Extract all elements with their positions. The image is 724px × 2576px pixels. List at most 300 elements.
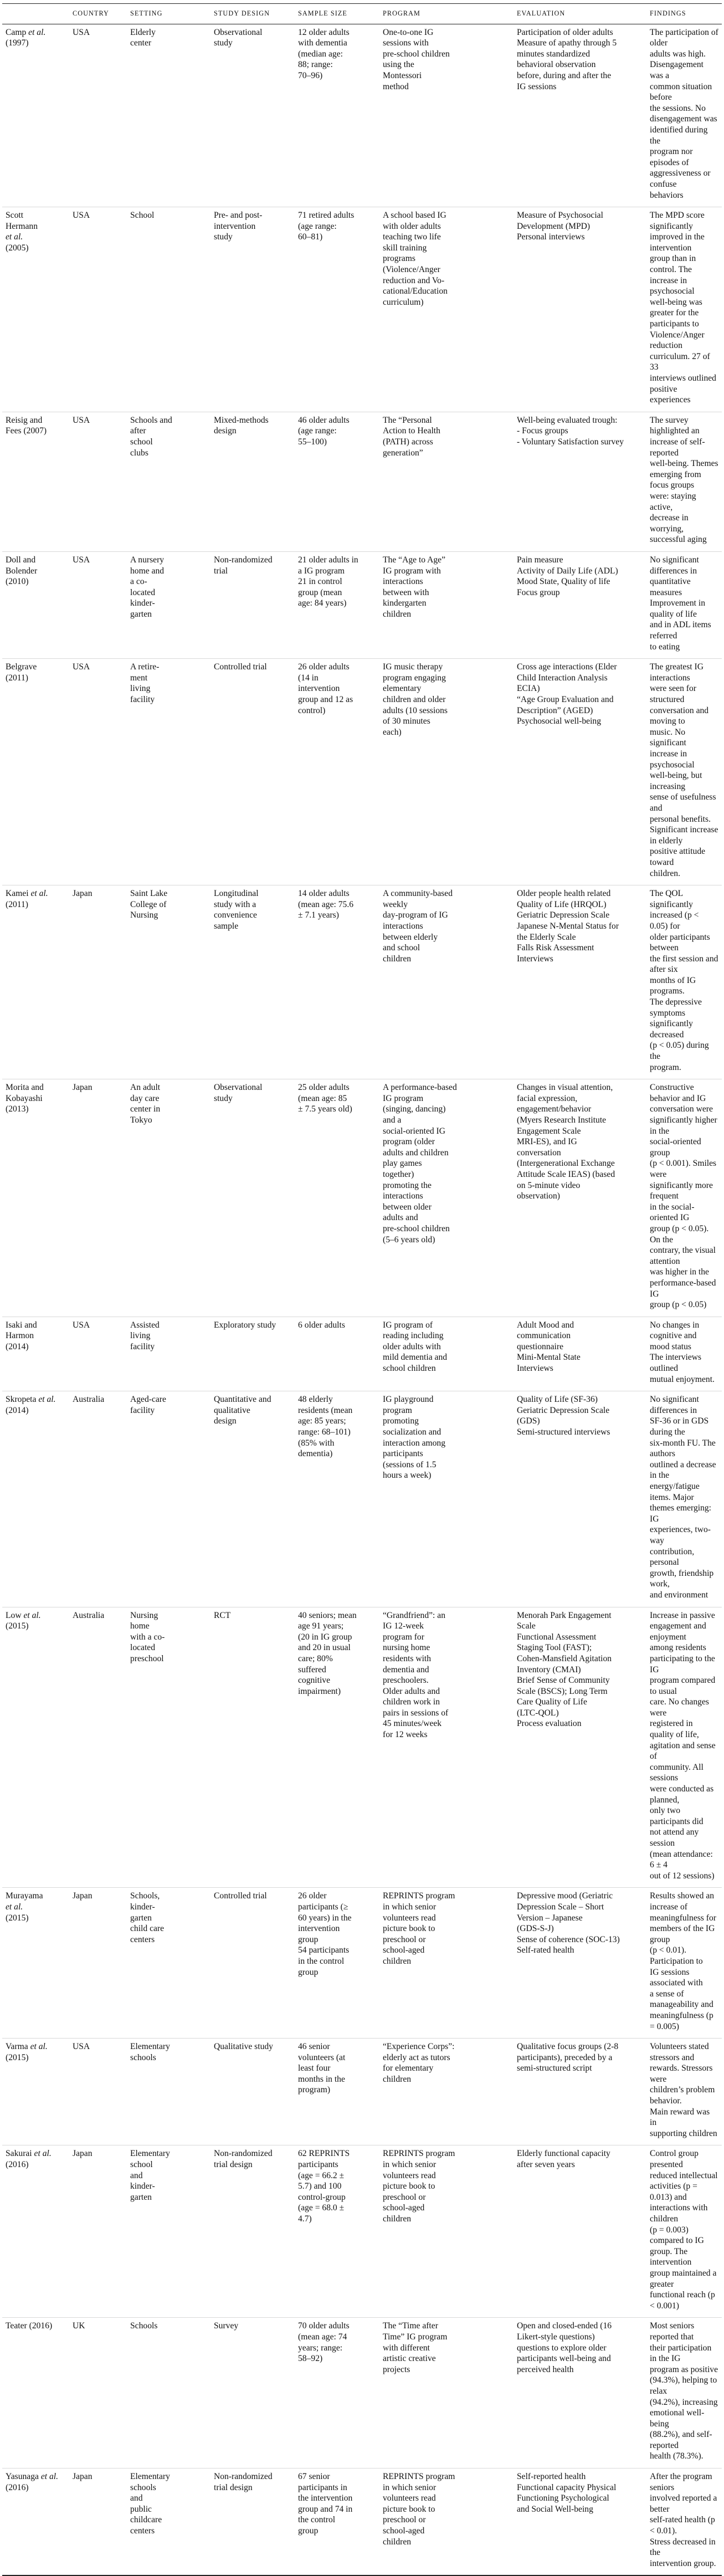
cell-line: group (mean <box>298 587 342 597</box>
author-et-al: et al. <box>30 889 48 899</box>
author-et-al: et al. <box>23 1610 41 1620</box>
cell-line: adults (10 sessions <box>383 705 448 715</box>
cell-line: community. All sessions <box>650 1762 704 1783</box>
cell-findings <box>646 2318 722 2469</box>
cell-line: decrease in worrying, <box>650 513 689 534</box>
cell-line: 21 older adults in <box>298 555 358 565</box>
cell-line: program (older <box>383 1137 435 1147</box>
author-name-part: (2011) <box>6 899 28 909</box>
cell-line: socialization and <box>383 1427 441 1437</box>
cell-line: increase in psychosocial <box>650 749 695 770</box>
cell-study-design <box>210 2145 295 2318</box>
cell-line: day care <box>130 1093 160 1103</box>
cell-line: Functional Assessment <box>517 1632 597 1642</box>
author-name-part: (2015) <box>6 1621 29 1631</box>
table-row <box>2 2318 722 2469</box>
cell-line: growth, friendship work, <box>650 1568 714 1589</box>
cell-evaluation <box>514 24 646 207</box>
cell-author <box>2 1079 69 1317</box>
cell-line: least four <box>298 2063 331 2073</box>
cell-line: reduced intellectual <box>650 2170 718 2180</box>
cell-findings <box>646 2469 722 2576</box>
cell-line: increase in psychosocial <box>650 275 695 296</box>
cell-line: impairment) <box>298 1686 341 1696</box>
cell-line: Interviews <box>517 1364 553 1374</box>
cell-line: residents (mean <box>298 1405 353 1415</box>
cell-setting <box>127 2469 210 2576</box>
cell-line: Cross age interactions (Elder <box>517 662 617 672</box>
cell-line: Non-randomized <box>214 2472 273 2482</box>
cell-line: group (p < 0.05) <box>650 1300 707 1310</box>
cell-line: Elderly functional capacity <box>517 2149 610 2159</box>
cell-study-design <box>210 659 295 885</box>
cell-evaluation <box>514 2469 646 2576</box>
cell-findings <box>646 1607 722 1888</box>
cell-line: Semi-structured interviews <box>517 1427 610 1437</box>
author-et-al: et al. <box>38 1395 56 1405</box>
cell-line: social-oriented IG <box>383 1126 446 1136</box>
cell-line: adults was high. <box>650 49 706 59</box>
cell-setting <box>127 1317 210 1391</box>
cell-line: older adults with <box>383 1341 441 1351</box>
cell-line: participants <box>298 2160 338 2170</box>
cell-line: mood status <box>650 1341 691 1351</box>
cell-line: IG program of <box>383 1320 433 1330</box>
cell-line: qualitative <box>214 1405 250 1415</box>
cell-line: suffered <box>298 1665 326 1674</box>
cell-line: school-aged <box>383 2203 425 2213</box>
cell-line: control-group <box>298 2192 346 2202</box>
cell-line: Controlled trial <box>214 662 267 672</box>
cell-line: pre-school children <box>383 1223 450 1233</box>
cell-line: USA <box>73 2042 90 2052</box>
cell-line: (Myers Research Institute <box>517 1115 607 1125</box>
author-et-al: et al. <box>28 27 46 37</box>
cell-line: common situation before <box>650 81 712 103</box>
cell-study-design <box>210 24 295 207</box>
cell-line: their participation in the IG <box>650 2343 712 2364</box>
cell-line: Tokyo <box>130 1115 152 1125</box>
cell-line: using the <box>383 60 414 70</box>
cell-line: participants (≥ <box>298 1902 348 1912</box>
cell-line: agitation and sense of <box>650 1740 716 1761</box>
cell-line: Exploratory study <box>214 1320 276 1330</box>
cell-line: A community-based <box>383 889 453 899</box>
cell-line: questionnaire <box>517 1341 564 1351</box>
cell-line: older participants between <box>650 932 710 953</box>
cell-line: participants in <box>298 2482 347 2492</box>
cell-line: (age range: <box>298 221 337 231</box>
cell-line: Older adults and <box>383 1686 440 1696</box>
cell-line: Survey <box>214 2321 239 2331</box>
cell-line: school children <box>383 1364 436 1374</box>
cell-line: program nor episodes of <box>650 147 693 167</box>
cell-program <box>379 1888 514 2039</box>
cell-line: preschoolers. <box>383 1676 429 1686</box>
cell-line: USA <box>73 27 90 37</box>
cell-line: six-month FU. The authors <box>650 1438 716 1459</box>
cell-line: study <box>214 38 233 48</box>
cell-line: Psychosocial well-being <box>517 716 602 726</box>
cell-line: child care <box>130 1924 165 1934</box>
cell-evaluation <box>514 2318 646 2469</box>
cell-line: facility <box>130 1405 155 1415</box>
cell-line: garten <box>130 2192 152 2202</box>
cell-setting <box>127 1079 210 1317</box>
cell-line: range: 68–101) <box>298 1427 351 1437</box>
cell-line: Depressive mood (Geriatric <box>517 1891 613 1901</box>
cell-line: (mean attendance: 6 ± 4 <box>650 1849 713 1870</box>
author-name-part: Kamei <box>6 889 31 899</box>
cell-line: program <box>383 1405 412 1415</box>
cell-line: between elderly <box>383 932 438 942</box>
author-et-al: et al. <box>34 2149 52 2159</box>
cell-sample-size <box>295 1888 379 2039</box>
cell-sample-size <box>295 2469 379 2576</box>
cell-line: Brief Sense of Community <box>517 1676 610 1686</box>
cell-line: school-aged <box>383 1945 425 1955</box>
cell-program <box>379 551 514 658</box>
cell-line: clubs <box>130 448 148 458</box>
cell-findings <box>646 1079 722 1317</box>
cell-line: method <box>383 81 409 91</box>
cell-line: generation” <box>383 448 423 458</box>
cell-line: (88.2%), and self-reported <box>650 2430 712 2450</box>
cell-country <box>69 2039 127 2145</box>
cell-line: interactions with children <box>650 2203 708 2224</box>
cell-line: and <box>130 2493 143 2503</box>
author-name-part: (2014) <box>6 1405 29 1415</box>
cell-sample-size <box>295 2039 379 2145</box>
cell-findings <box>646 659 722 885</box>
cell-line: among residents <box>650 1643 706 1653</box>
cell-line: (Violence/Anger <box>383 265 440 275</box>
cell-line: Adult Mood and <box>517 1320 574 1330</box>
cell-line: Nursing <box>130 910 158 920</box>
cell-line: registered in quality of life, <box>650 1719 699 1740</box>
cell-line: health (78.3%). <box>650 2451 704 2461</box>
cell-line: interactions <box>383 1191 423 1201</box>
cell-author <box>2 659 69 885</box>
cell-line: significantly more frequent <box>650 1180 713 1201</box>
cell-program <box>379 1317 514 1391</box>
table-row <box>2 24 722 207</box>
cell-line: Japan <box>73 1891 93 1901</box>
author-name-part: Harmon <box>6 1331 34 1341</box>
cell-line: No significant differences in <box>650 1395 699 1415</box>
cell-line: Constructive behavior and IG <box>650 1083 706 1103</box>
author-name-part: Sakurai <box>6 2149 34 2159</box>
cell-line: Elementary <box>130 2472 170 2482</box>
cell-line: for 12 weeks <box>383 1730 428 1740</box>
cell-line: 60–81) <box>298 232 323 242</box>
cell-line: Volunteers stated stressors and <box>650 2042 709 2062</box>
cell-study-design <box>210 1607 295 1888</box>
cell-line: Focus group <box>517 587 560 597</box>
cell-author <box>2 412 69 551</box>
header-evaluation: EVALUATION <box>514 4 646 24</box>
cell-line: and Social Well-being <box>517 2504 593 2514</box>
cell-line: Participation of older adults <box>517 27 613 37</box>
author-name-part: Reisig and <box>6 415 43 425</box>
cell-author <box>2 1391 69 1607</box>
cell-line: The greatest IG interactions <box>650 662 704 683</box>
cell-line: Assisted <box>130 1320 160 1330</box>
cell-line: adults and children <box>383 1148 449 1158</box>
cell-line: Australia <box>73 1395 105 1405</box>
cell-line: program engaging <box>383 673 446 683</box>
cell-line: (sessions of 1.5 <box>383 1459 437 1469</box>
cell-program <box>379 207 514 412</box>
cell-line: The survey highlighted an <box>650 415 700 436</box>
cell-line: intervention <box>298 684 340 694</box>
author-name-part: Low <box>6 1610 24 1620</box>
table-row <box>2 551 722 658</box>
cell-setting <box>127 1888 210 2039</box>
table-row <box>2 2469 722 2576</box>
cell-line: residents with <box>383 1653 432 1663</box>
cell-line: together) <box>383 1169 414 1179</box>
table-row <box>2 2145 722 2318</box>
cell-line: cational/Education <box>383 286 448 296</box>
cell-findings <box>646 2039 722 2145</box>
cell-setting <box>127 24 210 207</box>
cell-line: years; range: <box>298 2343 343 2353</box>
cell-line: were seen for structured <box>650 684 696 705</box>
cell-line: group and 12 as <box>298 695 353 705</box>
cell-line: REPRINTS program <box>383 1891 455 1901</box>
cell-line: and 20 in usual <box>298 1643 351 1653</box>
cell-line: 21 in control <box>298 577 342 587</box>
cell-line: on 5-minute video <box>517 1180 581 1190</box>
cell-line: Non-randomized <box>214 555 273 565</box>
cell-line: Likert-style questions) <box>517 2332 595 2342</box>
cell-line: the sessions. No <box>650 103 706 113</box>
cell-line: Geriatric Depression Scale <box>517 1405 610 1415</box>
cell-author <box>2 2318 69 2469</box>
cell-line: Pre- and post- <box>214 211 263 221</box>
cell-line: music. No significant <box>650 727 686 748</box>
cell-line: improved in the intervention <box>650 232 705 253</box>
cell-line: (5–6 years old) <box>383 1235 435 1245</box>
header-program: PROGRAM <box>379 4 514 24</box>
cell-line: trial <box>214 566 228 576</box>
cell-study-design <box>210 207 295 412</box>
author-name-part: (2013) <box>6 1104 29 1114</box>
cell-line: 26 older <box>298 1891 327 1901</box>
cell-line: No changes in cognitive and <box>650 1320 700 1341</box>
cell-line: group and 74 in <box>298 2504 353 2514</box>
cell-line: One-to-one IG <box>383 27 434 37</box>
cell-line: 46 older adults <box>298 415 350 425</box>
cell-line: age: 84 years) <box>298 598 347 608</box>
cell-evaluation <box>514 659 646 885</box>
cell-line: The “Personal <box>383 415 432 425</box>
cell-line: only two participants did <box>650 1806 704 1826</box>
cell-line: involved reported a better <box>650 2493 717 2514</box>
cell-line: Results showed an increase of <box>650 1891 715 1912</box>
cell-line: 46 senior <box>298 2042 330 2052</box>
cell-line: participants <box>383 1449 423 1459</box>
cell-line: nursing home <box>383 1643 430 1653</box>
cell-line: trial design <box>214 2160 253 2170</box>
author-name-part: (2015) <box>6 1913 29 1923</box>
cell-line: USA <box>73 415 90 425</box>
cell-line: (p < 0.001). Smiles were <box>650 1159 717 1179</box>
cell-line: center <box>130 38 152 48</box>
cell-line: (mean age: 74 <box>298 2332 347 2342</box>
cell-line: REPRINTS program <box>383 2149 455 2159</box>
cell-findings <box>646 885 722 1079</box>
cell-evaluation <box>514 1079 646 1317</box>
cell-line: 26 older adults <box>298 662 350 672</box>
cell-line: increase of self-reported <box>650 437 705 458</box>
cell-line: Geriatric Depression Scale <box>517 910 610 920</box>
cell-line: day-program of IG <box>383 910 448 920</box>
cell-line: picture book to <box>383 2504 435 2514</box>
cell-line: identified during the <box>650 125 708 146</box>
cell-line: sample <box>214 921 239 931</box>
cell-line: increased (p < 0.05) for <box>650 910 699 931</box>
cell-line: Aged-care <box>130 1395 166 1405</box>
cell-line: with a co- <box>130 1632 165 1642</box>
cell-sample-size <box>295 1391 379 1607</box>
cell-line: engagement/behavior <box>517 1104 592 1114</box>
cell-line: sessions with <box>383 38 429 48</box>
cell-line: home <box>130 1621 150 1631</box>
cell-author <box>2 2039 69 2145</box>
author-name-part: Doll and <box>6 555 36 565</box>
cell-line: in the control <box>298 1956 345 1966</box>
table-row <box>2 412 722 551</box>
cell-line: hours a week) <box>383 1471 432 1481</box>
cell-country <box>69 885 127 1079</box>
cell-line: aggressiveness or confuse <box>650 168 711 189</box>
cell-line: 60 years) in the <box>298 1913 352 1923</box>
cell-country <box>69 2145 127 2318</box>
cell-line: Attitude Scale IEAS) (based <box>517 1169 615 1179</box>
cell-line: Interviews <box>517 954 553 964</box>
cell-study-design <box>210 1391 295 1607</box>
cell-line: living <box>130 684 151 694</box>
cell-line: 71 retired adults <box>298 211 355 221</box>
cell-evaluation <box>514 551 646 658</box>
cell-line: ± 7.5 years old) <box>298 1104 352 1114</box>
cell-line: care; 80% <box>298 1653 333 1663</box>
cell-line: Description” (AGED) <box>517 705 593 715</box>
cell-line: Observational <box>214 27 263 37</box>
cell-line: behavioral observation <box>517 60 596 70</box>
cell-line: Self-rated health <box>517 1945 574 1955</box>
cell-line: cognitive <box>298 1676 331 1686</box>
author-name-part: Isaki and <box>6 1320 37 1330</box>
cell-country <box>69 207 127 412</box>
author-name-part: (2016) <box>6 2482 29 2492</box>
table-row <box>2 1888 722 2039</box>
cell-line: (14 in <box>298 673 319 683</box>
cell-line: Japan <box>73 2149 93 2159</box>
cell-line: program) <box>298 2085 331 2095</box>
cell-line: Engagement Scale <box>517 1126 581 1136</box>
cell-line: The interviews outlined <box>650 1353 702 1374</box>
cell-line: Violence/Anger reduction <box>650 330 705 351</box>
cell-study-design <box>210 412 295 551</box>
cell-line: Inventory (CMAI) <box>517 1665 581 1674</box>
cell-line: ± 7.1 years) <box>298 910 339 920</box>
cell-line: home and <box>130 566 165 576</box>
cell-line: kinder- <box>130 1902 155 1912</box>
cell-findings <box>646 412 722 551</box>
cell-line: a sense of manageability and <box>650 1989 713 2010</box>
cell-line: centers <box>130 2526 155 2536</box>
cell-line: intervention <box>214 221 256 231</box>
cell-line: weekly <box>383 899 408 909</box>
cell-line: volunteers read <box>383 1913 436 1923</box>
cell-line: The QOL significantly <box>650 889 693 909</box>
cell-setting <box>127 2145 210 2318</box>
cell-line: children <box>383 954 412 964</box>
cell-line: children <box>383 2214 412 2224</box>
cell-line: Scale <box>517 1621 536 1631</box>
cell-line: SF-36 or in GDS during the <box>650 1416 709 1437</box>
cell-country <box>69 1391 127 1607</box>
cell-line: Staging Tool (FAST); <box>517 1643 592 1653</box>
cell-line: self-rated health (p < 0.01). <box>650 2515 715 2536</box>
cell-line: curriculum. 27 of 33 <box>650 351 710 372</box>
table-header <box>2 4 722 24</box>
cell-line: garten <box>130 1913 152 1923</box>
cell-line: Cohen-Mansfield Agitation <box>517 1653 612 1663</box>
cell-line: (age = 66.2 ± <box>298 2170 345 2180</box>
cell-line: A performance-based <box>383 1083 457 1093</box>
cell-line: members of the IG group <box>650 1924 715 1944</box>
cell-line: reading including <box>383 1331 444 1341</box>
cell-line: between with <box>383 587 429 597</box>
cell-evaluation <box>514 412 646 551</box>
cell-line: questions to explore older <box>517 2343 607 2353</box>
cell-sample-size <box>295 659 379 885</box>
cell-line: contrary, the visual attention <box>650 1246 716 1266</box>
cell-program <box>379 2145 514 2318</box>
cell-line: group <box>298 2526 319 2536</box>
cell-line: social-oriented group <box>650 1137 701 1158</box>
cell-line: Measure of apathy through 5 <box>517 38 617 48</box>
cell-line: 12 older adults <box>298 27 350 37</box>
cell-line: Japan <box>73 2472 93 2482</box>
cell-line: with older adults <box>383 221 441 231</box>
cell-setting <box>127 2318 210 2469</box>
cell-line: (94.3%), helping to relax <box>650 2375 717 2396</box>
author-name-part: (2005) <box>6 243 29 253</box>
cell-line: (PATH) across <box>383 437 433 447</box>
cell-line: Self-reported health <box>517 2472 586 2482</box>
cell-line: for elementary <box>383 2063 434 2073</box>
cell-line: quantitative measures <box>650 577 691 597</box>
cell-line: IG sessions associated with <box>650 1967 703 1988</box>
cell-program <box>379 2039 514 2145</box>
cell-line: After the program seniors <box>650 2472 712 2492</box>
cell-line: Nursing <box>130 1610 158 1620</box>
cell-line: - Focus groups <box>517 426 568 436</box>
cell-line: elderly act as tutors <box>383 2052 450 2062</box>
cell-line: skill training <box>383 243 427 253</box>
cell-line: design <box>214 1416 237 1426</box>
cell-line: disengagement was <box>650 114 717 124</box>
cell-line: 25 older adults <box>298 1083 350 1093</box>
cell-line: Scale (BSCS); Long Term <box>517 1686 608 1696</box>
cell-line: Personal interviews <box>517 232 585 242</box>
cell-line: performance-based IG <box>650 1278 716 1299</box>
